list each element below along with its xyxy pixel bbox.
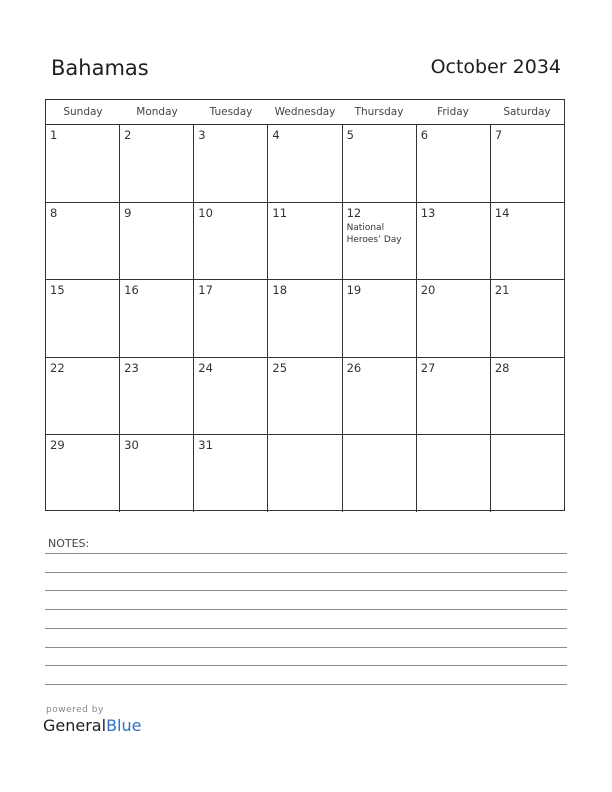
day-number: 31 — [198, 438, 213, 453]
day-cell — [46, 435, 120, 512]
day-number: 24 — [198, 360, 213, 375]
weekday-header: Saturday — [503, 106, 551, 118]
month-title: October 2034 — [430, 56, 561, 78]
day-number: 5 — [346, 128, 354, 142]
day-number: 29 — [50, 438, 65, 453]
day-cell — [343, 358, 417, 435]
day-number: 1 — [50, 128, 58, 142]
day-cell — [268, 280, 342, 357]
day-number: 22 — [50, 360, 65, 375]
week-row — [46, 435, 564, 512]
day-cell — [120, 358, 194, 435]
week-row — [46, 203, 564, 281]
day-cell — [194, 280, 268, 357]
day-number: 21 — [494, 283, 510, 298]
day-number: 2 — [124, 128, 132, 142]
day-cell — [491, 358, 564, 435]
day-number: 3 — [198, 128, 206, 142]
day-number: 6 — [420, 128, 429, 142]
day-cell — [343, 435, 417, 512]
day-cell — [194, 435, 268, 512]
day-number: 12 — [346, 205, 362, 220]
powered-by-text: powered by — [46, 705, 104, 715]
day-cell — [417, 435, 491, 512]
brand-general-text: General — [43, 716, 107, 735]
weekday-header: Wednesday — [274, 106, 336, 118]
day-number: 17 — [198, 283, 213, 298]
day-cell — [120, 435, 194, 512]
day-cell — [46, 358, 120, 435]
day-cell — [417, 280, 491, 357]
day-number: 25 — [272, 360, 288, 375]
day-cell — [46, 280, 120, 357]
day-cell — [120, 125, 194, 202]
note-line — [45, 590, 567, 591]
day-cell — [194, 358, 268, 435]
weekday-header: Thursday — [354, 106, 404, 118]
weekday-header: Friday — [437, 106, 469, 118]
week-row — [46, 280, 564, 358]
weekday-header: Monday — [136, 106, 178, 118]
day-cell — [343, 125, 417, 202]
note-line — [45, 609, 567, 610]
calendar-weeks — [46, 125, 564, 512]
day-cell — [268, 125, 342, 202]
day-number: 15 — [50, 283, 65, 298]
calendar-grid — [45, 99, 565, 511]
weekday-header-row — [46, 100, 564, 125]
day-cell — [120, 203, 194, 280]
day-cell — [343, 280, 417, 357]
holiday-label: National Heroes’ Day — [346, 222, 402, 245]
note-line — [45, 572, 567, 573]
day-cell — [343, 203, 417, 280]
day-number: 11 — [272, 205, 288, 220]
day-number: 23 — [124, 360, 139, 375]
day-number: 10 — [198, 205, 213, 220]
country-title: Bahamas — [51, 56, 149, 80]
day-number: 20 — [420, 283, 436, 298]
day-number: 27 — [420, 360, 436, 375]
note-line — [45, 553, 567, 554]
day-cell — [417, 358, 491, 435]
day-number: 18 — [272, 283, 288, 298]
week-row — [46, 358, 564, 436]
day-cell — [417, 203, 491, 280]
day-cell — [194, 125, 268, 202]
day-number: 4 — [272, 128, 280, 142]
day-number: 13 — [420, 205, 436, 220]
day-cell — [46, 203, 120, 280]
day-number: 19 — [346, 283, 362, 298]
day-cell — [491, 203, 564, 280]
day-number: 8 — [50, 205, 58, 220]
day-cell — [491, 280, 564, 357]
weekday-header: Tuesday — [209, 106, 253, 118]
note-line — [45, 628, 567, 629]
day-number: 9 — [124, 205, 132, 220]
day-cell — [417, 125, 491, 202]
day-cell — [268, 203, 342, 280]
day-cell — [268, 435, 342, 512]
day-number: 7 — [494, 128, 503, 142]
notes-label: NOTES: — [48, 537, 90, 550]
day-number: 26 — [346, 360, 362, 375]
day-cell — [491, 435, 564, 512]
day-number: 14 — [494, 205, 510, 220]
day-number: 30 — [124, 438, 139, 453]
day-cell — [194, 203, 268, 280]
weekday-header: Sunday — [63, 106, 103, 118]
day-cell — [120, 280, 194, 357]
note-line — [45, 647, 567, 648]
day-number: 16 — [124, 283, 139, 298]
day-number: 28 — [494, 360, 510, 375]
note-line — [45, 684, 567, 685]
week-row — [46, 125, 564, 203]
day-cell — [268, 358, 342, 435]
note-line — [45, 665, 567, 666]
day-cell — [46, 125, 120, 202]
day-cell — [491, 125, 564, 202]
brand-logo — [43, 716, 141, 735]
brand-blue-text: Blue — [106, 716, 142, 735]
